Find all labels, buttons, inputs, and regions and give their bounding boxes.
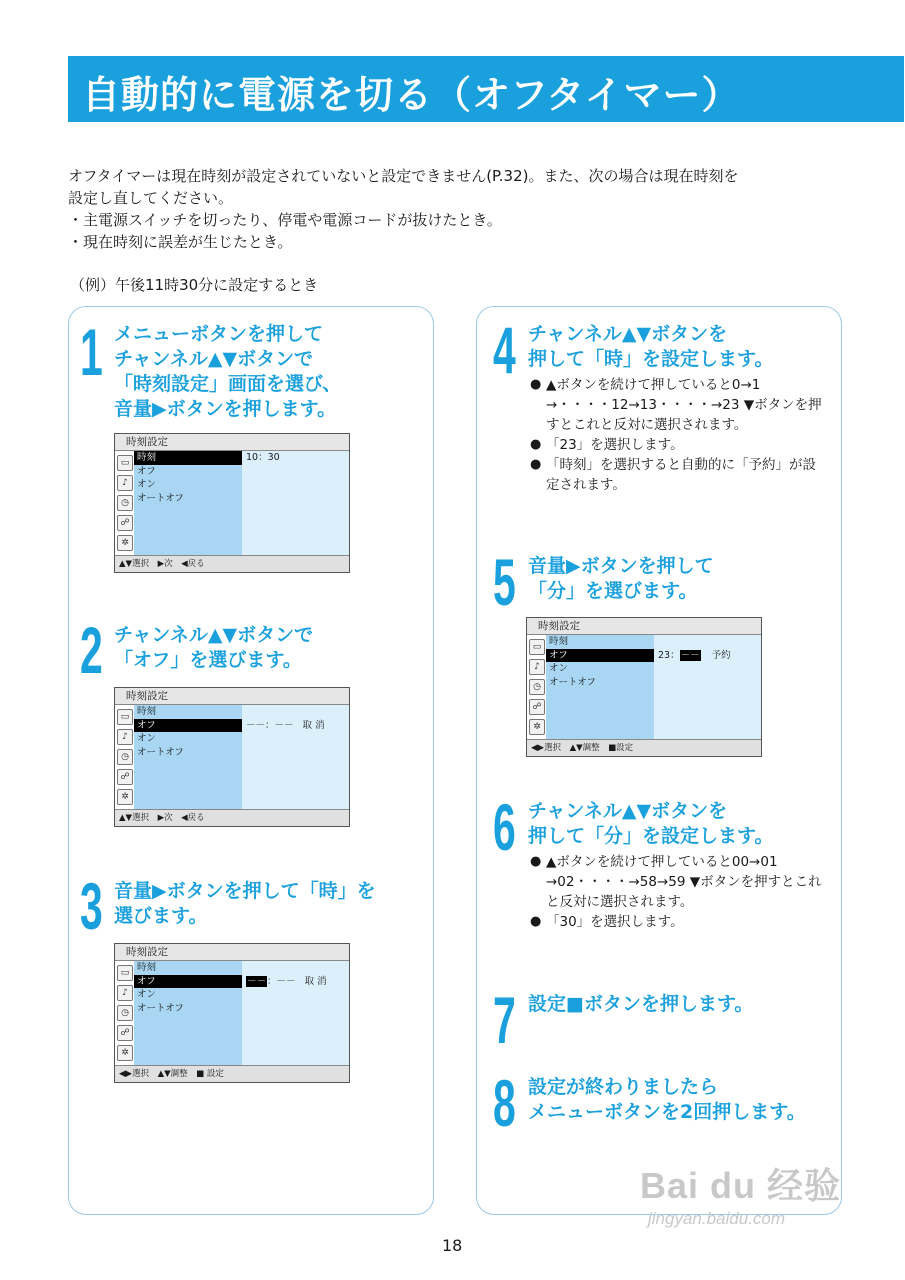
menu-item-off[interactable]: オフ	[134, 975, 242, 989]
menu-item-off[interactable]: オフ	[546, 649, 654, 663]
off-timer-screen	[114, 687, 350, 827]
menu-item-on[interactable]: オン	[549, 663, 569, 674]
page-title: 自動的に電源を切る（オフタイマー）	[82, 73, 741, 117]
hour-select-screen	[114, 943, 350, 1083]
screen-value-pane	[654, 635, 761, 739]
setup-icon: ☍	[529, 699, 545, 715]
tools-icon: ✲	[529, 719, 545, 735]
screen-footer: ▲▼選択 ▶次 ◀戻る	[115, 555, 349, 572]
menu-item-on[interactable]: オン	[137, 479, 157, 490]
step-4-text	[528, 322, 773, 372]
step-3-text	[114, 879, 376, 929]
screen-icon-column	[527, 635, 546, 739]
sound-icon: ♪	[117, 985, 133, 1001]
menu-item-auto-off[interactable]: オートオフ	[137, 492, 184, 504]
step-line: 音量▶ボタンを押して「時」を	[114, 880, 376, 902]
step-5-text	[528, 554, 714, 604]
time-value: －－：－－	[246, 719, 294, 731]
screen-icon-column	[115, 705, 134, 809]
step-number: 7	[493, 983, 516, 1057]
step-line: メニューボタンを押して	[114, 323, 324, 345]
screen-icon-column	[115, 961, 134, 1065]
step-line: 音量▶ボタンを押します。	[114, 398, 337, 420]
clock-icon: ◷	[117, 495, 133, 511]
menu-item-on[interactable]: オン	[137, 989, 157, 1000]
step-8-text	[528, 1075, 806, 1125]
title-bar	[68, 56, 904, 122]
intro-bullet: ・主電源スイッチを切ったり、停電や電源コードが抜けたとき。	[68, 211, 502, 229]
minute-field[interactable]: －－	[680, 649, 700, 661]
menu-item-auto-off[interactable]: オートオフ	[137, 1002, 184, 1014]
cancel-label: 取 消	[304, 975, 327, 987]
watermark-logo	[640, 1158, 860, 1238]
note-item: ● ▲ボタンを続けて押していると0→1 →・・・・12→13・・・・→23 ▼ボタンを押すとこれと反対に選択されます。	[530, 375, 826, 435]
screen-icon-column	[115, 451, 134, 555]
example-caption: （例）午後11時30分に設定するとき	[70, 276, 319, 294]
menu-item-on[interactable]: オン	[137, 733, 157, 744]
picture-icon: ▭	[117, 709, 133, 725]
screen-menu	[134, 961, 242, 1065]
menu-item-off[interactable]: オフ	[134, 719, 242, 733]
minute-value: ：－－	[267, 975, 296, 987]
menu-item-off[interactable]: オフ	[137, 465, 156, 477]
step-line: チャンネル▲▼ボタンを	[528, 800, 728, 822]
picture-icon: ▭	[529, 639, 545, 655]
picture-icon: ▭	[117, 455, 133, 471]
time-setting-screen	[114, 433, 350, 573]
picture-icon: ▭	[117, 965, 133, 981]
step-number: 4	[493, 313, 516, 387]
screen-value-pane	[242, 705, 349, 809]
note-item: ● 「23」を選択します。	[530, 435, 826, 455]
tools-icon: ✲	[117, 789, 133, 805]
step-line: 「オフ」を選びます。	[114, 649, 302, 671]
setup-icon: ☍	[117, 1025, 133, 1041]
step-line: 「時刻設定」画面を選び、	[114, 373, 342, 395]
intro-line: オフタイマーは現在時刻が設定されていないと設定できません(P.32)。また、次の場合は現在時刻を	[68, 167, 739, 185]
menu-item-auto-off[interactable]: オートオフ	[137, 746, 184, 758]
screen-footer: ◀▶選択 ▲▼調整 ■設定	[527, 739, 761, 756]
watermark-brand: Bai du 经验	[640, 1165, 842, 1206]
step-6-notes	[530, 852, 826, 932]
menu-item-time[interactable]: 時刻	[137, 706, 157, 717]
screen-value-pane	[242, 451, 349, 555]
step-line: 「分」を選びます。	[528, 580, 698, 602]
screen-footer: ◀▶選択 ▲▼調整 ■ 設定	[115, 1065, 349, 1082]
cancel-label: 取 消	[302, 719, 325, 731]
page-number: 18	[442, 1236, 463, 1255]
screen-title: 時刻設定	[115, 434, 349, 451]
clock-icon: ◷	[117, 749, 133, 765]
watermark-url: jingyan.baidu.com	[648, 1209, 786, 1228]
tools-icon: ✲	[117, 535, 133, 551]
setup-icon: ☍	[117, 515, 133, 531]
note-item: ● 「時刻」を選択すると自動的に「予約」が設定されます。	[530, 455, 826, 495]
screen-menu	[134, 451, 242, 555]
screen-title: 時刻設定	[527, 618, 761, 635]
step-line: メニューボタンを2回押します。	[528, 1101, 806, 1123]
menu-item-time[interactable]: 時刻	[134, 451, 242, 465]
intro-bullet: ・現在時刻に誤差が生じたとき。	[68, 233, 293, 251]
step-line: 設定が終わりましたら	[528, 1076, 719, 1098]
menu-item-auto-off[interactable]: オートオフ	[549, 676, 596, 688]
step-line: 選びます。	[114, 905, 208, 927]
step-number: 8	[493, 1066, 516, 1140]
step-line: チャンネル▲▼ボタンで	[114, 348, 314, 370]
clock-icon: ◷	[529, 679, 545, 695]
intro-text	[68, 165, 858, 253]
hour-value: 23：	[658, 649, 680, 661]
step-number: 2	[80, 613, 103, 687]
step-6-text	[528, 799, 773, 849]
step-number: 3	[80, 869, 103, 943]
menu-item-time[interactable]: 時刻	[137, 962, 157, 973]
screen-title: 時刻設定	[115, 944, 349, 961]
minute-select-screen	[526, 617, 762, 757]
reserved-label: 予約	[711, 649, 731, 661]
screen-value-pane	[242, 961, 349, 1065]
note-item: ● ▲ボタンを続けて押していると00→01 →02・・・・→58→59 ▼ボタンを押すとこれと反対に選択されます。	[530, 852, 826, 912]
step-7-text	[528, 992, 753, 1017]
step-2-text	[114, 623, 313, 673]
sound-icon: ♪	[117, 729, 133, 745]
time-value: 10：30	[246, 452, 280, 463]
step-line: 押して「時」を設定します。	[528, 348, 774, 370]
screen-footer: ▲▼選択 ▶次 ◀戻る	[115, 809, 349, 826]
intro-line: 設定し直してください。	[68, 189, 234, 207]
step-4-notes	[530, 375, 826, 495]
step-1-text	[114, 322, 341, 422]
note-item: ● 「30」を選択します。	[530, 912, 826, 932]
step-number: 5	[493, 545, 516, 619]
step-line: 設定■ボタンを押します。	[528, 993, 754, 1015]
hour-field[interactable]: －－	[247, 975, 267, 987]
setup-icon: ☍	[117, 769, 133, 785]
screen-menu	[546, 635, 654, 739]
sound-icon: ♪	[117, 475, 133, 491]
menu-item-time[interactable]: 時刻	[549, 636, 569, 647]
step-line: チャンネル▲▼ボタンで	[114, 624, 314, 646]
step-line: 音量▶ボタンを押して	[528, 555, 714, 577]
tools-icon: ✲	[117, 1045, 133, 1061]
step-number: 1	[80, 315, 103, 389]
step-number: 6	[493, 790, 516, 864]
sound-icon: ♪	[529, 659, 545, 675]
step-line: 押して「分」を設定します。	[528, 825, 774, 847]
clock-icon: ◷	[117, 1005, 133, 1021]
step-line: チャンネル▲▼ボタンを	[528, 323, 728, 345]
screen-menu	[134, 705, 242, 809]
screen-title: 時刻設定	[115, 688, 349, 705]
